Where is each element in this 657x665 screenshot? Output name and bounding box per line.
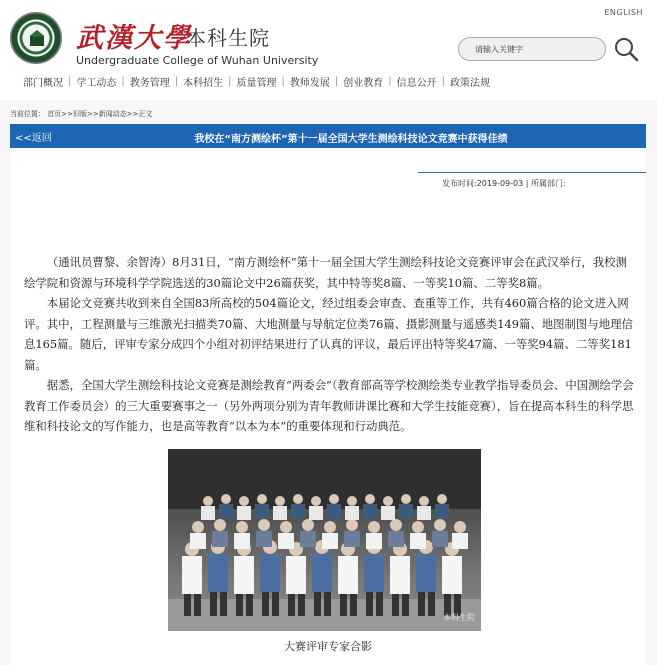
- nav-item-student-affairs[interactable]: 学工动态: [76, 77, 117, 89]
- photo-caption: 大赛评审专家合影: [284, 640, 372, 653]
- logo-chinese-name[interactable]: 武漢大學: [76, 23, 192, 54]
- breadcrumb-label: 当前位置：: [10, 110, 45, 118]
- photo-watermark: 本科生院: [443, 613, 475, 622]
- paragraph: 据悉，全国大学生测绘科技论文竞赛是测绘教育“两委会”（教育部高等学校测绘类专业教学指导委员会、中国测绘学会教育工作委员会）的三大重要赛事之一（另外两项分别为青年教师讲课比赛和大学生技能竞赛），旨在提高本科生的科学思维和科技论文的写作能力，也是高等教育“以本为本”的重要体现和行动典范。: [24, 378, 634, 433]
- breadcrumb: [10, 109, 152, 119]
- nav-item-quality[interactable]: 质量管理: [236, 77, 277, 89]
- group-photo-figures: [168, 449, 481, 631]
- breadcrumb-path[interactable]: 首页>>旧版>>新闻动态>>正文: [47, 110, 153, 118]
- university-seal-icon[interactable]: [10, 12, 62, 64]
- site-header: [0, 0, 657, 100]
- nav-item-academic-affairs[interactable]: 教务管理: [129, 77, 170, 89]
- group-photo: [168, 449, 481, 631]
- nav-item-admissions[interactable]: 本科招生: [183, 77, 224, 89]
- meta-divider: [418, 172, 646, 173]
- main-nav: 部门概况 | 学工动态 | 教务管理 | 本科招生 | 质量管理 | 教师发展 | 创业教育 | 信息公开 | 政策法规: [0, 70, 657, 92]
- back-link[interactable]: <<返回: [15, 133, 52, 144]
- english-link[interactable]: ENGLISH: [604, 8, 643, 17]
- paragraph: 本届论文竞赛共收到来自全国83所高校的504篇论文，经过组委会审查、查重等工作，共有460篇合格的论文进入网评。其中，工程测量与三维激光扫描类70篇、大地测量与导航定位类76篇、摄影测量与遥感类149篇、地图制图与地理信息165篇。随后，评审专家分成四个小组对初评结果进行了认真的评议，最后评出特等奖47篇、一等奖94篇、二等奖181篇。: [24, 296, 633, 372]
- article-meta: 发布时间:2019-09-03 | 所属部门:: [442, 179, 566, 188]
- search-button[interactable]: [612, 35, 640, 63]
- nav-item-faculty-development[interactable]: 教师发展: [289, 77, 330, 89]
- nav-item-entrepreneurship[interactable]: 创业教育: [343, 77, 384, 89]
- seal-building-icon: [30, 30, 44, 46]
- article-content: [10, 148, 646, 665]
- search-icon: [612, 35, 640, 63]
- article-body: [24, 252, 636, 437]
- logo-college-name[interactable]: 本科生院: [186, 26, 270, 50]
- nav-item-policies[interactable]: 政策法规: [450, 77, 490, 89]
- nav-item-disclosure[interactable]: 信息公开: [396, 77, 437, 89]
- article-title-bar: [10, 124, 646, 148]
- search-input[interactable]: 请输入关键字: [458, 37, 606, 61]
- paragraph: （通讯员曹黎、余智涛）8月31日，“南方测绘杯”第十一届全国大学生测绘科技论文竞赛评审会在武汉举行，我校测绘学院和资源与环境科学学院选送的30篇论文中26篇获奖，其中特等奖8篇、一等奖10篇、二等奖8篇。: [24, 255, 627, 290]
- article-title: 我校在“南方测绘杯”第十一届全国大学生测绘科技论文竞赛中获得佳绩: [194, 134, 508, 145]
- logo-english-name: Undergraduate College of Wuhan University: [76, 54, 319, 67]
- nav-item-about[interactable]: 部门概况: [23, 77, 63, 89]
